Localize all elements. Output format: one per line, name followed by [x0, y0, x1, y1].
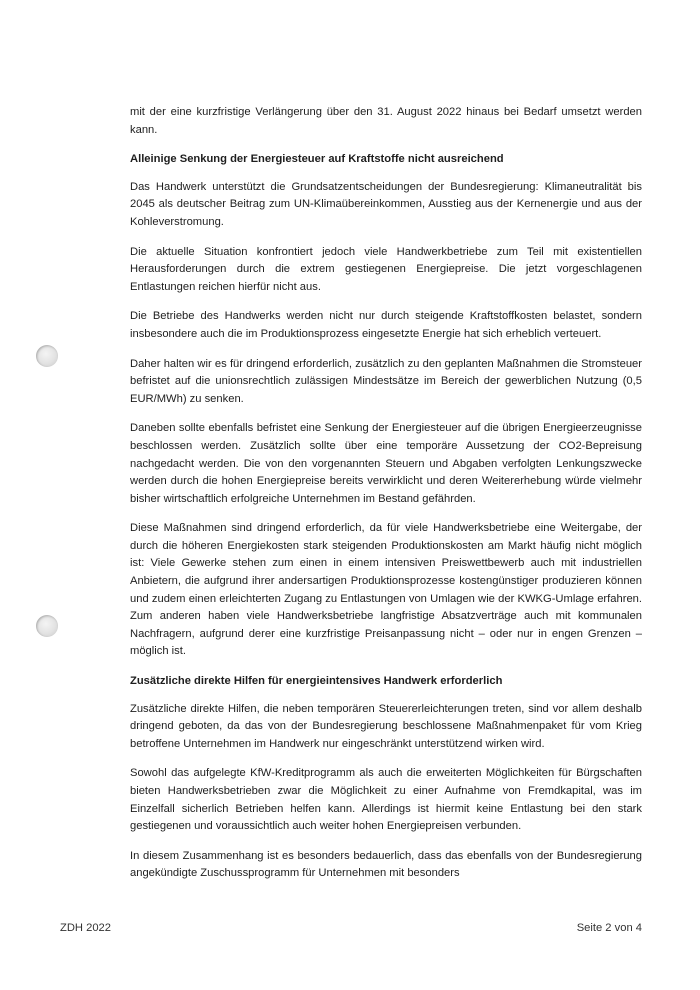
- paragraph: Daneben sollte ebenfalls befristet eine Senkung der Energiesteuer auf die übrigen Energieerzeugnisse beschlossen werden. Zusätzlich sollte über eine temporäre Aussetzung der CO2-Bepreisung nachgedacht werden. Die von den vorgenannten Steuern und Abgaben verfolgten Lenkungszwecke werden durch die hohen Energiepreise bereits verwirklicht und deren Weitererhebung würde vielmehr bisher wirtschaftlich erfolgreiche Unternehmen im Bestand gefährden.: [130, 422, 642, 505]
- paragraph: mit der eine kurzfristige Verlängerung über den 31. August 2022 hinaus bei Bedarf umsetzt werden kann.: [130, 106, 642, 136]
- paragraph: Die Betriebe des Handwerks werden nicht nur durch steigende Kraftstoffkosten belastet, sondern insbesondere auch die im Produktionsprozess eingesetzte Energie hat sich erheblich verteuert.: [130, 310, 642, 340]
- section-heading-direct-aid: Zusätzliche direkte Hilfen für energieintensives Handwerk erforderlich: [130, 675, 503, 688]
- paragraph: Diese Maßnahmen sind dringend erforderlich, da für viele Handwerksbetriebe eine Weitergabe, der durch die höheren Energiekosten stark steigenden Produktionskosten am Markt häufig nicht möglich ist: Viele Gewerke stehen zum einen in einem intensiven Preiswettbewerb auch mit industriellen Anbietern, die aufgrund ihrer andersartigen Produktionsprozesse kostengünstiger produzieren können und zudem einen erleichterten Zugang zu Entlastungen von Umlagen wie der KWKG-Umlage erfahren. Zum anderen haben viele Handwerksbetriebe langfristige Absatzverträge auch mit kommunalen Nachfragern, aufgrund derer eine kurzfristige Preisanpassung nicht – oder nur in engen Grenzen – möglich ist.: [130, 522, 642, 658]
- punch-hole-lower: [36, 615, 58, 637]
- paragraph: Daher halten wir es für dringend erforderlich, zusätzlich zu den geplanten Maßnahmen die Stromsteuer befristet auf die unionsrechtlich zulässigen Mindestsätze im Bereich der gewerblichen Nutzung (0,5 EUR/MWh) zu senken.: [130, 357, 642, 405]
- footer-organization: ZDH 2022: [60, 922, 111, 934]
- paragraph: In diesem Zusammenhang ist es besonders bedauerlich, dass das ebenfalls von der Bundesregierung angekündigte Zuschussprogramm für Unternehmen mit besonders: [130, 849, 642, 880]
- section-heading-energy-tax: Alleinige Senkung der Energiesteuer auf Kraftstoffe nicht ausreichend: [130, 153, 504, 166]
- paragraph: Die aktuelle Situation konfrontiert jedoch viele Handwerkbetriebe zum Teil mit existentiellen Herausforderungen durch die extrem gestiegenen Energiepreise. Die jetzt vorgeschlagenen Entlastungen reichen hierfür nicht aus.: [130, 245, 642, 293]
- paragraph: Zusätzliche direkte Hilfen, die neben temporären Steuererleichterungen treten, sind vor allem deshalb dringend geboten, da das von der Bundesregierung beschlossene Maßnahmenpaket für vom Krieg betroffene Unternehmen im Handwerk nur eingeschränkt unterstützend wirken wird.: [130, 702, 642, 750]
- punch-hole-upper: [36, 345, 58, 367]
- footer-page-number: Seite 2 von 4: [576, 922, 642, 934]
- paragraph: Das Handwerk unterstützt die Grundsatzentscheidungen der Bundesregierung: Klimaneutralität bis 2045 als deutscher Beitrag zum UN-Klimaübereinkommen, Ausstieg aus der Kernenergie und aus der Kohleverstromung.: [130, 180, 642, 228]
- paragraph: Sowohl das aufgelegte KfW-Kreditprogramm als auch die erweiterten Möglichkeiten für Bürgschaften bieten Handwerksbetrieben zwar die Möglichkeit zu einer Aufnahme von Fremdkapital, was im Einzelfall sicherlich Betrieben helfen kann. Allerdings ist hiermit keine Entlastung bei den stark gestiegenen und voraussichtlich auch weiter hohen Energiepreisen verbunden.: [130, 767, 642, 833]
- document-body: [130, 104, 642, 895]
